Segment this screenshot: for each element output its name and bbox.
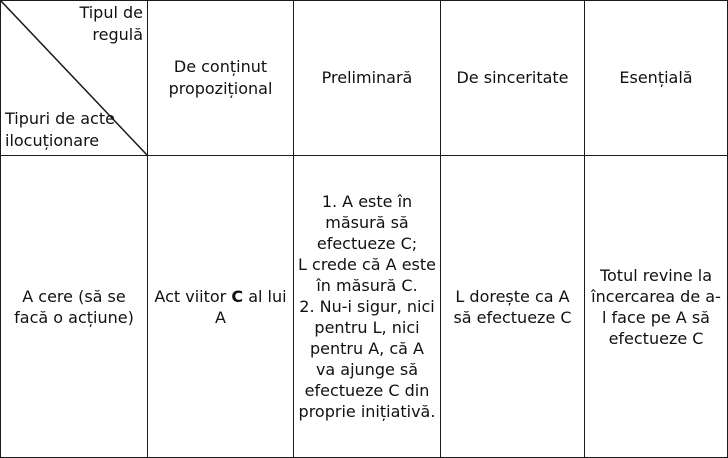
table-row [1, 156, 728, 458]
header-essential: Esențială [585, 1, 728, 156]
header-propositional-content: De conținut propozițional [148, 1, 294, 156]
header-sincerity: De sinceritate [441, 1, 585, 156]
preliminary-condition-1: 1. A este în măsură să efectueze C; [316, 192, 418, 253]
sincerity-cell: L dorește ca A să efectueze C [441, 156, 585, 458]
header-preliminary: Preliminară [294, 1, 441, 156]
rule-type-label: Tipul de regulă [79, 3, 143, 44]
essential-cell: Totul revine la încercarea de a-l face pe A să efectueze C [585, 156, 728, 458]
act-type-cell: A cere (să se facă o acțiune) [1, 156, 148, 458]
propositional-content-cell [148, 156, 294, 458]
corner-header-cell [1, 1, 148, 156]
preliminary-condition-2: 2. Nu-i sigur, nici pentru L, nici pentru A, că A va ajunge să efectueze C din proprie inițiativă. [298, 297, 436, 421]
content-variable: C [231, 286, 244, 306]
act-types-label: Tipuri de acte ilocuționare [5, 109, 115, 150]
preliminary-condition-1b: L crede că A este în măsură C. [298, 255, 436, 295]
content-prefix: Act viitor [154, 286, 227, 306]
preliminary-cell [294, 156, 441, 458]
header-row [1, 1, 728, 156]
content-suffix: al lui A [215, 286, 287, 327]
